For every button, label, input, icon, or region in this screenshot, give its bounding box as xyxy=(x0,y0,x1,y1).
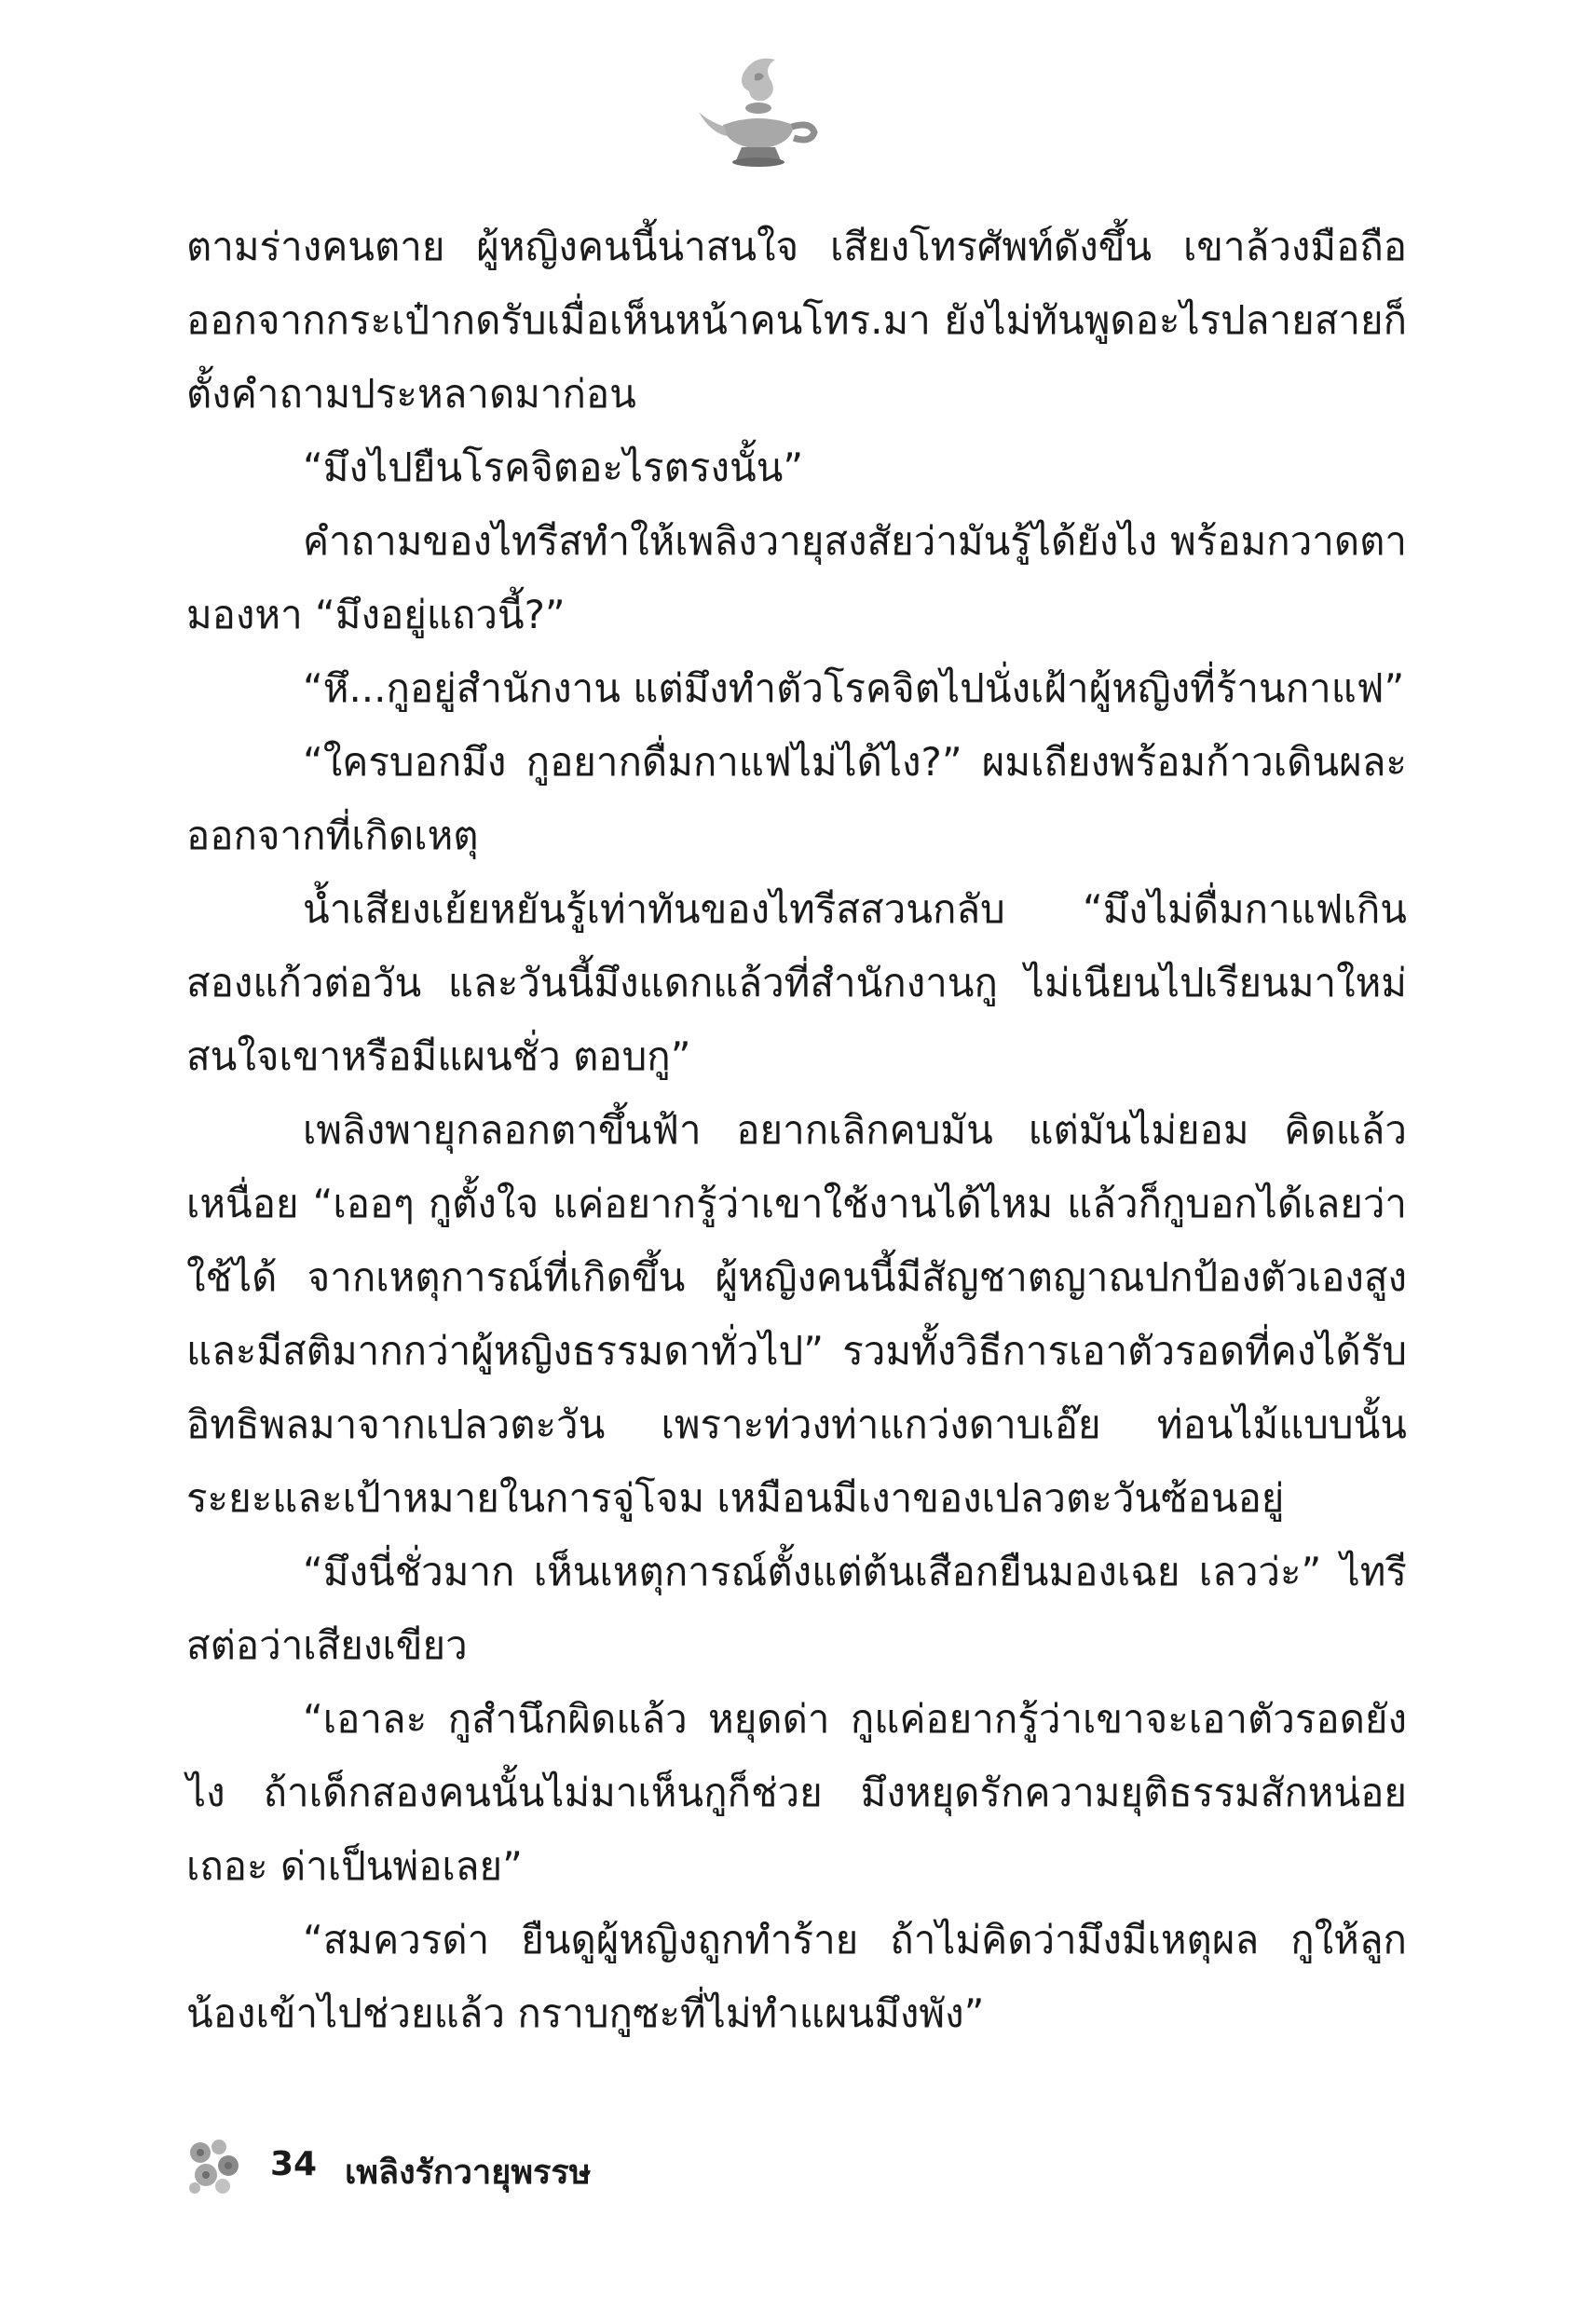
page-footer xyxy=(182,2134,927,2208)
paragraph: “เอาละ กูสำนึกผิดแล้ว หยุดด่า กูแค่อยากรู้ว่าเขาจะเอาตัวรอดยังไง ถ้าเด็กสองคนนั้นไม่มาเห็นกูก็ช่วย มึงหยุดรักความยุติธรรมสักหน่อยเถอะ ด่าเป็นพ่อเลย” xyxy=(186,1696,1407,1889)
paragraph: เพลิงพายุกลอกตาขึ้นฟ้า อยากเลิกคบมัน แต่มันไม่ยอม คิดแล้วเหนื่อย “เออๆ กูตั้งใจ แค่อยากรู้ว่าเขาใช้งานได้ไหม แล้วก็กูบอกได้เลยว่าใช้ได้ จากเหตุการณ์ที่เกิดขึ้น ผู้หญิงคนนี้มีสัญชาตญาณปกป้องตัวเองสูง และมีสติมากกว่าผู้หญิงธรรมดาทั่วไป” รวมทั้งวิธีการเอาตัวรอดที่คงได้รับอิทธิพลมาจากเปลวตะวัน เพราะท่วงท่าแกว่งดาบเอ๊ย ท่อนไม้แบบนั้น ระยะและเป้าหมายในการจู่โจม เหมือนมีเงาของเปลวตะวันซ้อนอยู่ xyxy=(186,1107,1407,1521)
paragraph: “สมควรด่า ยืนดูผู้หญิงถูกทำร้าย ถ้าไม่คิดว่ามึงมีเหตุผล กูให้ลูกน้องเข้าไปช่วยแล้ว กราบกูซะที่ไม่ทำแผนมึงพัง” xyxy=(186,1917,1407,2036)
paragraph: “ใครบอกมึง กูอยากดื่มกาแฟไม่ได้ไง?” ผมเถียงพร้อมก้าวเดินผละออกจากที่เกิดเหตุ xyxy=(186,739,1407,858)
paragraph: คำถามของไทรีสทำให้เพลิงวายุสงสัยว่ามันรู้ได้ยังไง พร้อมกวาดตามองหา “มึงอยู่แถวนี้?” xyxy=(186,518,1407,637)
text-block xyxy=(186,210,1407,2050)
paragraph: “มึงไปยืนโรคจิตอะไรตรงนั้น” xyxy=(303,444,804,490)
paragraph: “มึงนี่ชั่วมาก เห็นเหตุการณ์ตั้งแต่ต้นเสือกยืนมองเฉย เลวว่ะ” ไทรีสต่อว่าเสียงเขียว xyxy=(186,1549,1407,1668)
paragraph: ตามร่างคนตาย ผู้หญิงคนนี้น่าสนใจ เสียงโทรศัพท์ดังขึ้น เขาล้วงมือถือออกจากกระเป๋ากดรับเมื่อเห็นหน้าคนโทร.มา ยังไม่ทันพูดอะไรปลายสายก็ตั้งคำถามประหลาดมาก่อน xyxy=(186,224,1407,417)
magic-lamp-icon xyxy=(689,47,829,186)
paragraph: “หึ...กูอยู่สำนักงาน แต่มึงทำตัวโรคจิตไปนั่งเฝ้าผู้หญิงที่ร้านกาแฟ” xyxy=(303,665,1405,711)
page-number: 34 xyxy=(270,2145,318,2183)
flower-cluster-icon xyxy=(182,2134,247,2199)
book-title: เพลิงรักวายุพรรษ xyxy=(345,2154,592,2192)
paragraph: น้ำเสียงเย้ยหยันรู้เท่าทันของไทรีสสวนกลับ “มึงไม่ดื่มกาแฟเกินสองแก้วต่อวัน และวันนี้มึงแดกแล้วที่สำนักงานกู ไม่เนียนไปเรียนมาใหม่ สนใจเขาหรือมีแผนชั่ว ตอบกู” xyxy=(186,886,1407,1079)
